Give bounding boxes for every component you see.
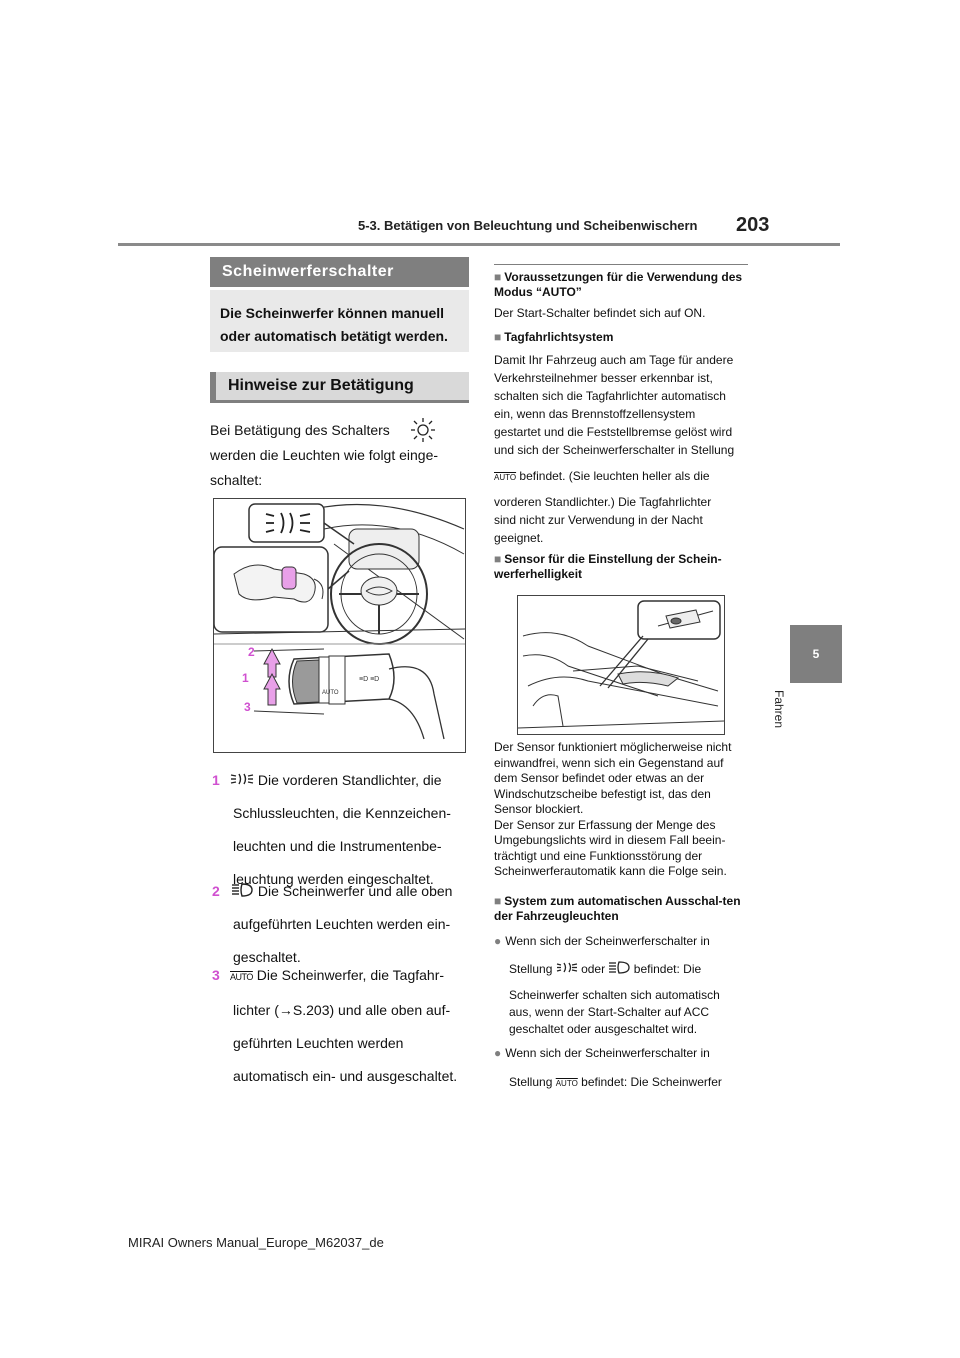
para-line-2: werden die Leuchten wie folgt einge- — [210, 447, 439, 463]
drl-line-3: schalten sich die Tagfahrlichter automatisch — [494, 389, 726, 403]
item-1-line-3: leuchten und die Instrumentenbe- — [233, 838, 442, 854]
light-switch-symbol-icon — [405, 416, 441, 444]
b1-line-1: ● Wenn sich der Scheinwerferschalter in — [494, 933, 756, 950]
item-3-line-3: geführten Leuchten werden — [233, 1035, 404, 1051]
headlight-switch-figure — [213, 498, 466, 753]
drl-tail-3: sind nicht zur Verwendung in der Nacht — [494, 513, 703, 527]
sensor-line-2: einwandfrei, wenn sich ein Gegenstand auf — [494, 755, 724, 770]
b1-stellung: Stellung — [509, 962, 553, 976]
item-number-2: 2 — [212, 883, 220, 899]
b1-oder: oder — [581, 962, 606, 976]
svg-text:AUTO: AUTO — [322, 690, 339, 696]
heading-auto-off: ■ System zum automatischen Ausschal-ten der Fahrzeugleuchten — [494, 894, 750, 924]
intro-box: Die Scheinwerfer können manuell oder automatisch betätigt werden. — [210, 290, 469, 352]
item-1-line-1: Die vorderen Standlichter, die — [257, 772, 442, 788]
drl-tail-2: vorderen Standlichter.) Die Tagfahrlichter — [494, 495, 712, 509]
para-line-1 — [210, 418, 390, 443]
sensor-illustration — [518, 596, 724, 734]
b2-line-1: ● Wenn sich der Scheinwerferschalter in — [494, 1045, 756, 1062]
drl-line-4: ein, wenn das Brennstoffzellensystem — [494, 407, 696, 421]
drl-line-5: gestartet und die Feststellbremse gelöst wird — [494, 425, 733, 439]
b1-rest-3: geschaltet oder ausgeschaltet wird. — [509, 1022, 698, 1036]
sensor-line-8: trächtigt und eine Funktionsstörung der — [494, 848, 703, 863]
footer-text: MIRAI Owners Manual_Europe_M62037_de — [128, 1235, 384, 1250]
sensor-line-1: Der Sensor funktioniert möglicherweise nicht — [494, 740, 732, 754]
auto-icon-b2: AUTO — [555, 1079, 578, 1088]
heading-auto-mode: ■ Voraussetzungen für die Verwendung des Modus “AUTO” — [494, 270, 750, 300]
drl-line-1: Damit Ihr Fahrzeug auch am Tage für andere — [494, 353, 734, 367]
heading-drl: ■ Tagfahrlichtsystem — [494, 330, 613, 345]
figure-label-1: 1 — [242, 671, 249, 685]
sensor-line-5: Sensor blockiert. — [494, 802, 584, 816]
right-top-rule — [494, 264, 748, 265]
item-2-line-1: Die Scheinwerfer und alle oben — [257, 883, 453, 899]
item-3-line-1: Die Scheinwerfer, die Tagfahr- — [256, 967, 445, 983]
sensor-line-6: Der Sensor zur Erfassung der Menge des — [494, 817, 716, 832]
item-number-1: 1 — [212, 772, 220, 788]
auto-icon-drl: AUTO — [494, 473, 517, 482]
para-line-3: schaltet: — [210, 472, 263, 488]
tail-light-icon — [230, 772, 254, 786]
list-item-2 — [212, 879, 472, 970]
list-item-1 — [212, 768, 472, 892]
headlight-icon-small — [608, 960, 630, 975]
heading-sensor: ■ Sensor für die Einstellung der Schein-werferhelligkeit — [494, 552, 750, 582]
para-auto-mode: Der Start-Schalter befindet sich auf ON. — [494, 306, 706, 320]
bullet-auto-off-1 — [494, 933, 756, 1038]
svg-text:≡D ≡D: ≡D ≡D — [359, 676, 380, 683]
item-3-line-4: automatisch ein- und ausgeschaltet. — [233, 1068, 458, 1084]
sensor-line-9: Scheinwerferautomatik kann die Folge sein. — [494, 864, 727, 878]
para-drl — [494, 351, 754, 547]
item-2-line-3: geschaltet. — [233, 949, 301, 965]
bullet-auto-off-2 — [494, 1045, 756, 1092]
drl-tail-1: befindet. (Sie leuchten heller als die — [519, 469, 710, 483]
b1-rest-2: aus, wenn der Start-Schalter auf ACC — [509, 1005, 710, 1019]
chapter-label — [772, 690, 810, 750]
figure-label-3: 3 — [244, 700, 251, 714]
b2-stellung: Stellung — [509, 1075, 553, 1089]
page-number: 203 — [736, 214, 770, 236]
headlight-switch-illustration — [214, 499, 465, 752]
item-3-line-2: lichter (→S.203) und alle oben auf- — [233, 1002, 451, 1018]
drl-line-2: Verkehrsteilnehmer besser erkennbar ist, — [494, 371, 713, 385]
para-text-1: Bei Betätigung des Schalters — [210, 422, 390, 438]
section-title: 5-3. Betätigen von Beleuchtung und Scheibenwischern — [358, 218, 698, 233]
item-2-line-2: aufgeführten Leuchten werden ein- — [233, 916, 451, 932]
sensor-figure — [517, 595, 725, 735]
header-rule — [118, 243, 840, 246]
chapter-label-text: Fahren — [772, 690, 786, 729]
item-number-3: 3 — [212, 967, 220, 983]
auto-icon: AUTO — [230, 972, 253, 982]
figure-label-2: 2 — [248, 645, 255, 659]
headlight-icon — [230, 882, 254, 898]
drl-line-6: und sich der Scheinwerferschalter in Stellung — [494, 443, 735, 457]
sensor-line-3: dem Sensor befindet oder etwas an der — [494, 771, 705, 785]
b2-befindet: befindet: Die Scheinwerfer — [581, 1075, 722, 1089]
item-1-line-4: leuchtung werden eingeschaltet. — [233, 871, 434, 887]
list-item-3 — [212, 963, 477, 1089]
para-sensor — [494, 740, 756, 880]
chapter-tab: 5 — [790, 625, 842, 683]
b1-befindet: befindet: Die — [633, 962, 702, 976]
subheading: Hinweise zur Betätigung — [210, 372, 469, 403]
tail-light-icon-small — [556, 961, 578, 974]
sensor-line-7: Umgebungslichts wird in diesem Fall beein- — [494, 833, 726, 847]
sensor-line-4: Windschutzscheibe befestigt ist, das den — [494, 786, 711, 801]
section-heading: Scheinwerferschalter — [210, 257, 469, 287]
item-1-line-2: Schlussleuchten, die Kennzeichen- — [233, 805, 451, 821]
drl-tail-4: geeignet. — [494, 531, 544, 545]
b1-rest-1: Scheinwerfer schalten sich automatisch — [509, 988, 720, 1002]
